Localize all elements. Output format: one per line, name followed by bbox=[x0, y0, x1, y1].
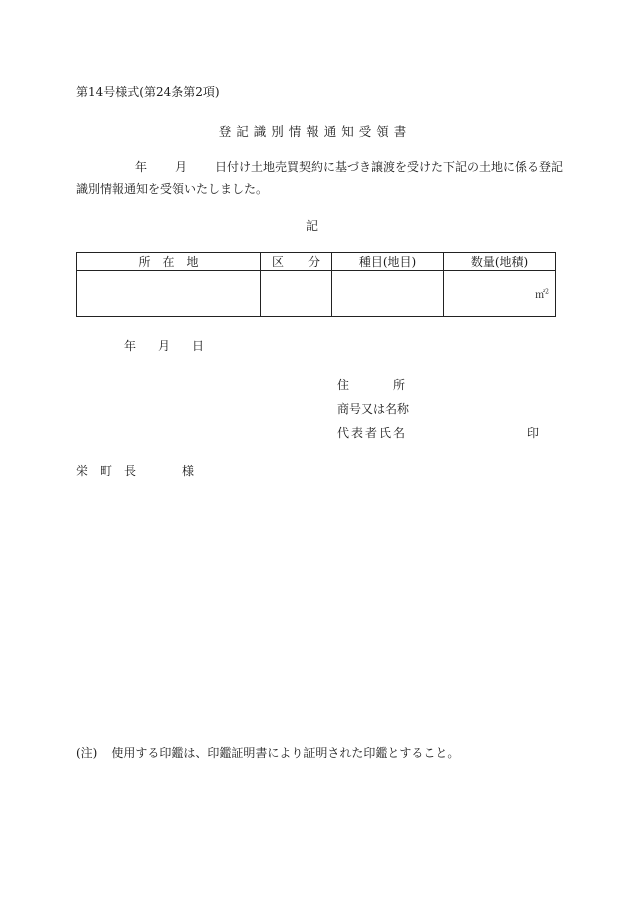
seal-mark: 印 bbox=[527, 426, 540, 440]
form-number: 第14号様式(第24条第2項) bbox=[76, 85, 220, 99]
cell-land-type[interactable] bbox=[332, 271, 444, 317]
cell-location[interactable] bbox=[77, 271, 261, 317]
header-category: 区 分 bbox=[261, 253, 332, 271]
header-location: 所 在 地 bbox=[77, 253, 261, 271]
table-row bbox=[77, 271, 556, 317]
cell-category[interactable] bbox=[261, 271, 332, 317]
footnote-text: 使用する印鑑は、印鑑証明書により証明された印鑑とすること。 bbox=[111, 746, 460, 760]
body-text-line-1 bbox=[76, 158, 564, 175]
body-text-main: 日付け土地売買契約に基づき譲渡を受けた下記の土地に係る登記 bbox=[215, 160, 564, 174]
date-line bbox=[124, 337, 204, 354]
land-table bbox=[76, 252, 556, 317]
date-month-label: 月 bbox=[158, 339, 171, 353]
header-area: 数量(地積) bbox=[444, 253, 556, 271]
ki-heading: 記 bbox=[306, 219, 319, 233]
footnote bbox=[76, 744, 459, 761]
date-year-label: 年 bbox=[124, 339, 137, 353]
body-year-label: 年 bbox=[135, 160, 148, 174]
body-month-label: 月 bbox=[175, 160, 188, 174]
date-day-label: 日 bbox=[192, 339, 205, 353]
header-land-type: 種目(地目) bbox=[332, 253, 444, 271]
body-text-line-2: 識別情報通知を受領いたしました。 bbox=[76, 182, 269, 196]
company-name-label: 商号又は名称 bbox=[337, 402, 410, 416]
cell-area[interactable] bbox=[444, 271, 556, 317]
representative-name-label: 代表者氏名 bbox=[337, 426, 408, 440]
addressee: 栄 町 長 様 bbox=[76, 464, 195, 478]
footnote-prefix: (注) bbox=[76, 746, 98, 760]
area-unit: ㎡$^2$ bbox=[535, 288, 549, 301]
table-header-row bbox=[77, 253, 556, 271]
document-title: 登記識別情報通知受領書 bbox=[218, 124, 412, 139]
address-label: 住 所 bbox=[337, 378, 406, 392]
